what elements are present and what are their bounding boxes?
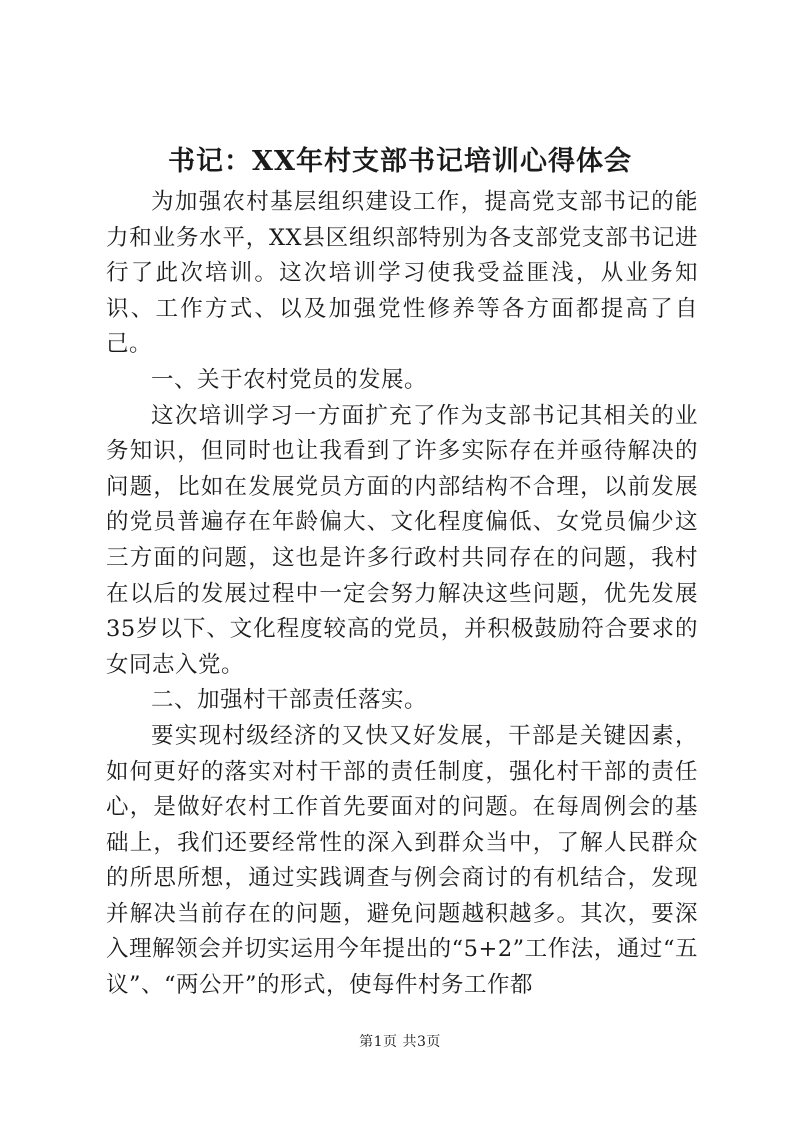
section-1-paragraph: 这次培训学习一方面扩充了作为支部书记其相关的业务知识，但同时也让我看到了许多实际存在并亟待解决的问题，比如在发展党员方面的内部结构不合理，以前发展的党员普遍存在年龄偏大、文化程度偏低、女党员偏少这三方面的问题，这也是许多行政村共同存在的问题，我村在以后的发展过程中一定会努力解决这些问题，优先发展35岁以下、文化程度较高的党员，并积极鼓励符合要求的女同志入党。 — [106, 402, 698, 678]
intro-paragraph: 为加强农村基层组织建设工作，提高党支部书记的能力和业务水平，XX县区组织部特别为各支部党支部书记进行了此次培训。这次培训学习使我受益匪浅，从业务知识、工作方式、以及加强党性修养等各方面都提高了自己。 — [106, 189, 698, 358]
document-title: 书记：XX年村支部书记培训心得体会 — [168, 146, 632, 177]
page-footer: 第1页 共3页 — [359, 1034, 441, 1050]
section-heading-1: 一、关于农村党员的发展。 — [151, 366, 428, 393]
section-heading-2: 二、加强村干部责任落实。 — [151, 687, 428, 714]
document-body — [106, 185, 698, 1004]
section-2-paragraph: 要实现村级经济的又快又好发展，干部是关键因素，如何更好的落实对村干部的责任制度，强化村干部的责任心，是做好农村工作首先要面对的问题。在每周例会的基础上，我们还要经常性的深入到群众当中，了解人民群众的所思所想，通过实践调查与例会商讨的有机结合，发现并解决当前存在的问题，避免问题越积越多。其次，要深入理解领会并切实运用今年提出的“5+2”工作法，通过“五议”、“两公开”的形式，使每件村务工作都 — [106, 722, 698, 999]
